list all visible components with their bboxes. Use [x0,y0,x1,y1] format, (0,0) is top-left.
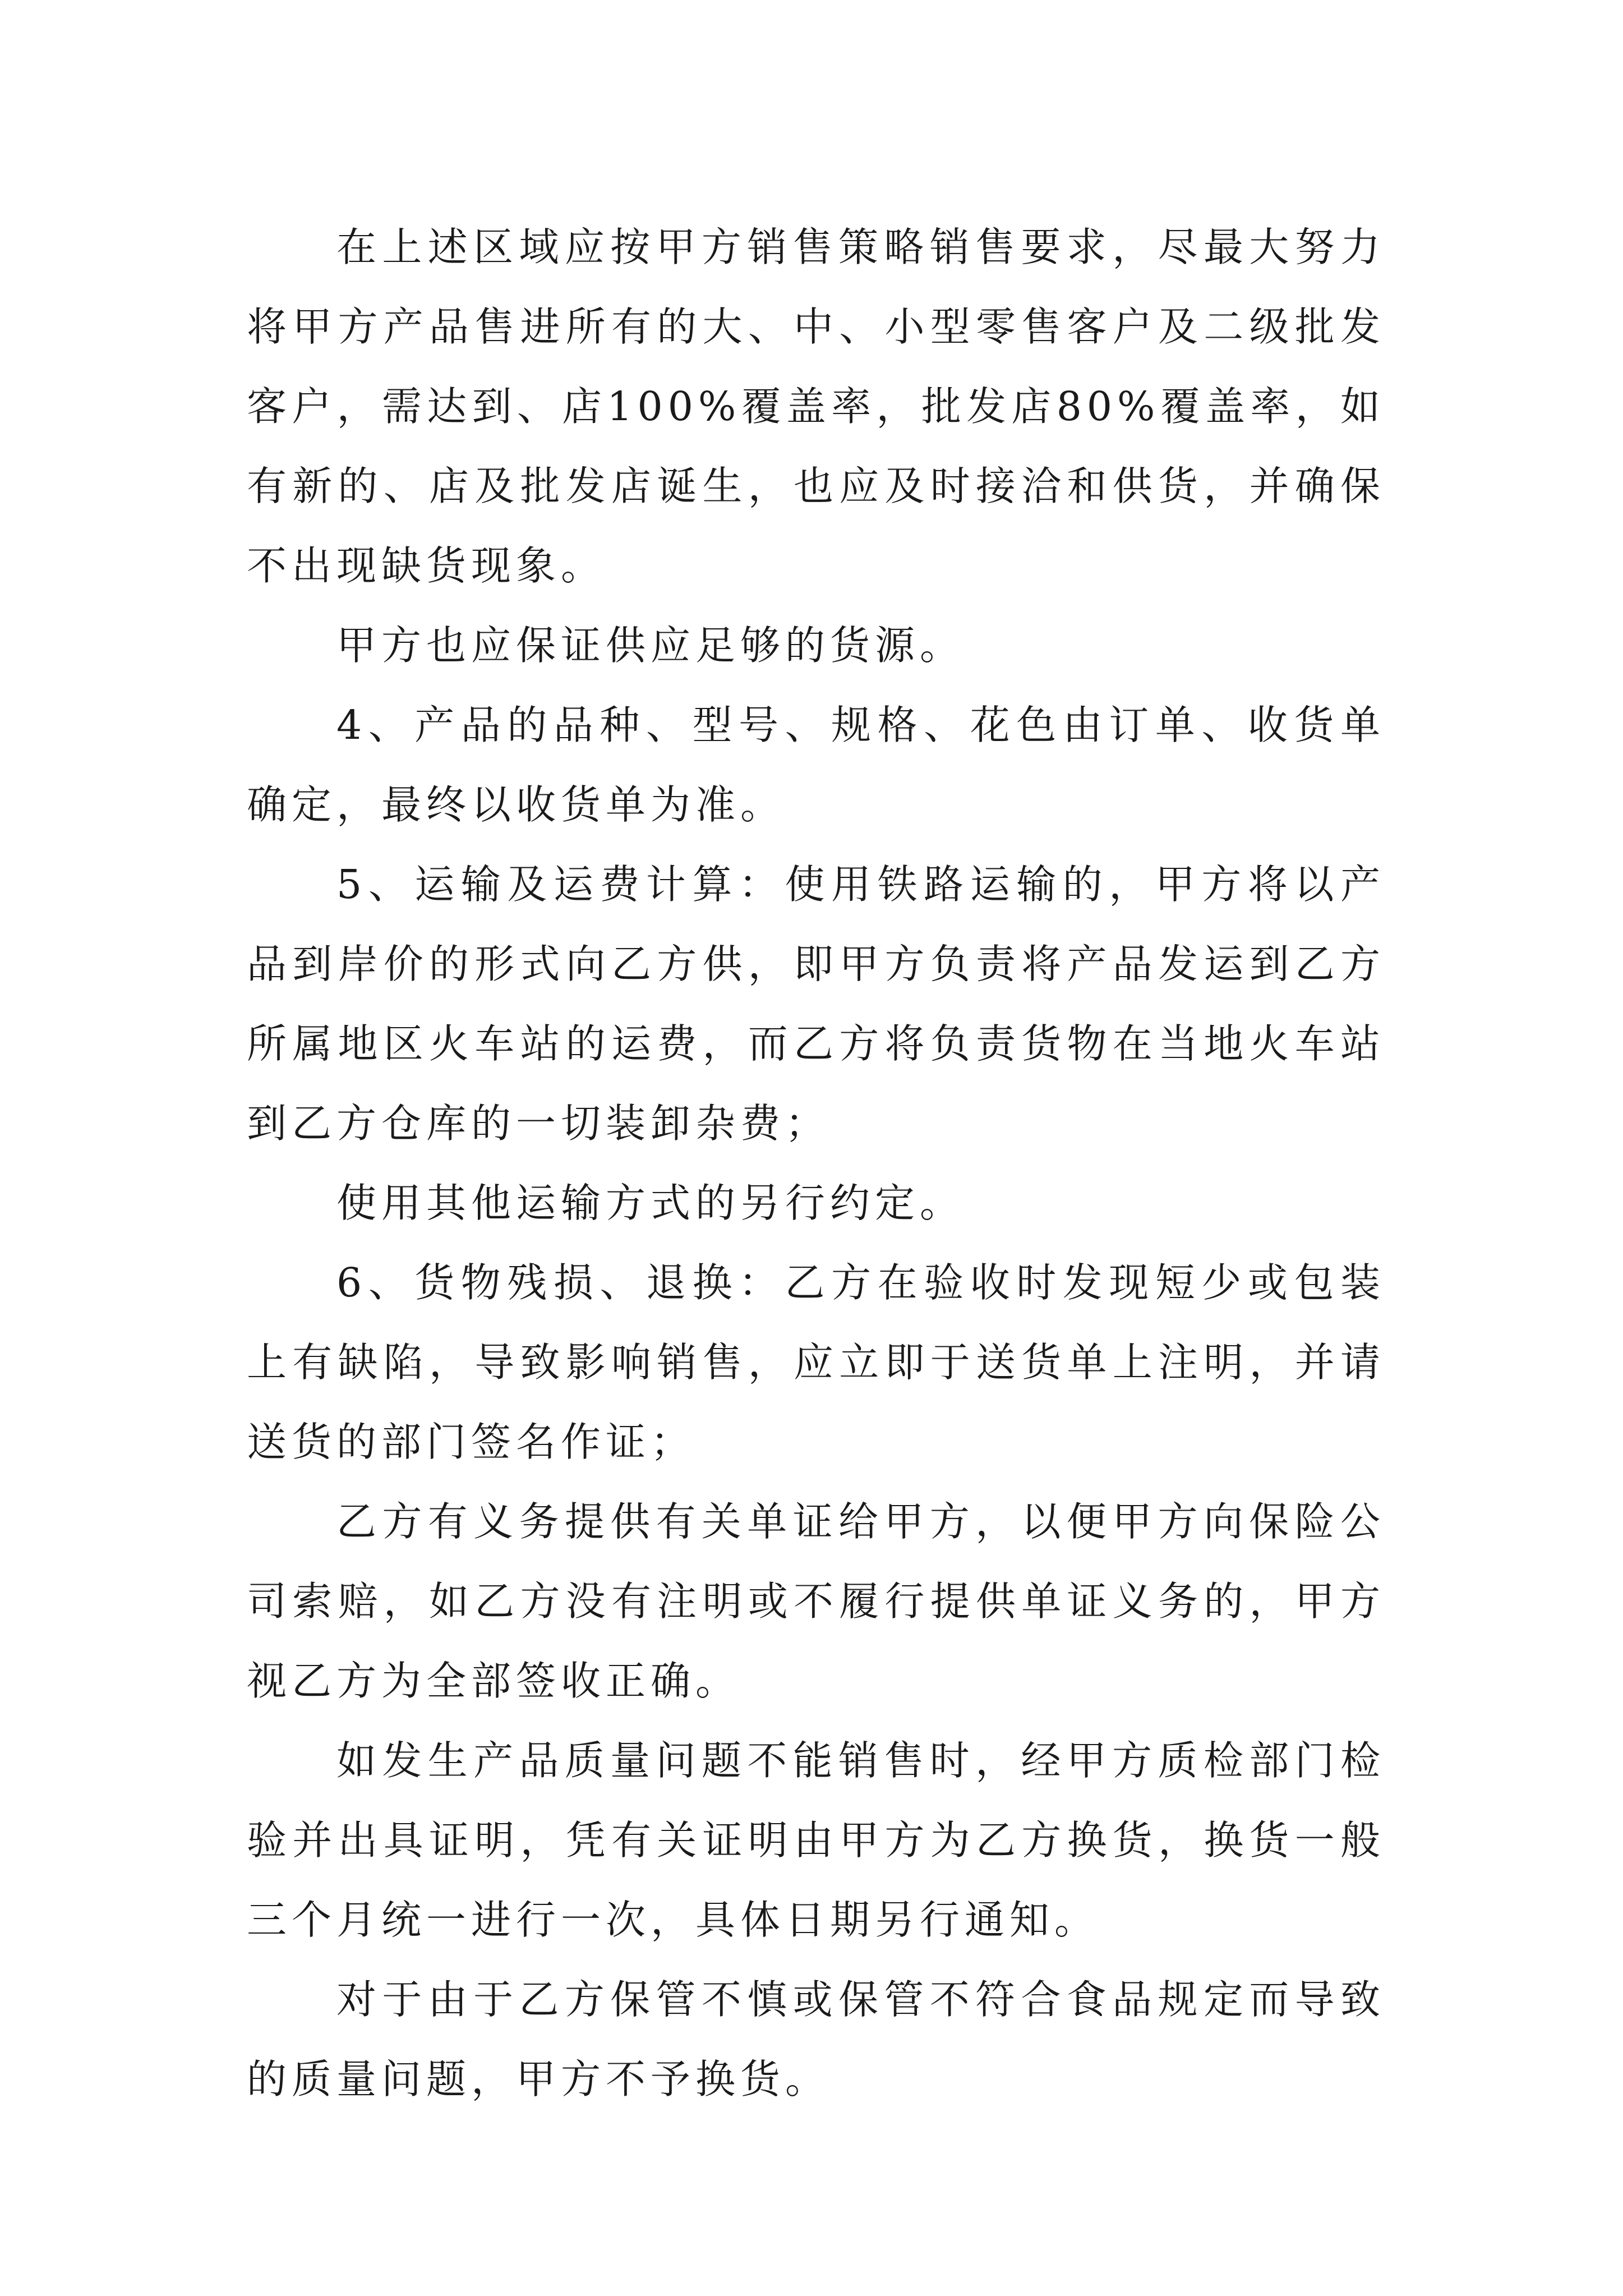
paragraph-clause-4: 4、产品的品种、型号、规格、花色由订单、收货单确定，最终以收货单为准。 [247,702,1385,828]
paragraph-quality-exchange: 如发生产品质量问题不能销售时，经甲方质检部门检验并出具证明，凭有关证明由甲方为乙方换货，换货一般三个月统一进行一次，具体日期另行通知。 [247,1737,1385,1943]
paragraph-other-transport: 使用其他运输方式的另行约定。 [336,1180,965,1226]
paragraph-no-exchange: 对于由于乙方保管不慎或保管不符合食品规定而导致的质量问题，甲方不予换货。 [247,1976,1385,2102]
paragraph-clause-6: 6、货物残损、退换：乙方在验收时发现短少或包装上有缺陷，导致影响销售，应立即于送货单上注明，并请送货的部门签名作证； [247,1259,1385,1465]
paragraph-clause-5: 5、运输及运费计算：使用铁路运输的，甲方将以产品到岸价的形式向乙方供，即甲方负责将产品发运到乙方所属地区火车站的运费，而乙方将负责货物在当地火车站到乙方仓库的一切装卸杂费； [247,861,1385,1147]
paragraph-coverage-requirement: 在上述区域应按甲方销售策略销售要求，尽最大努力将甲方产品售进所有的大、中、小型零售客户及二级批发客户，需达到、店100%覆盖率，批发店80%覆盖率，如有新的、店及批发店诞生，也应及时接洽和供货，并确保不出现缺货现象。 [247,224,1385,589]
document-body [247,208,1385,2119]
paragraph-insurance-claim: 乙方有义务提供有关单证给甲方，以便甲方向保险公司索赔，如乙方没有注明或不履行提供单证义务的，甲方视乙方为全部签收正确。 [247,1498,1385,1704]
paragraph-supply-guarantee: 甲方也应保证供应足够的货源。 [336,622,965,669]
